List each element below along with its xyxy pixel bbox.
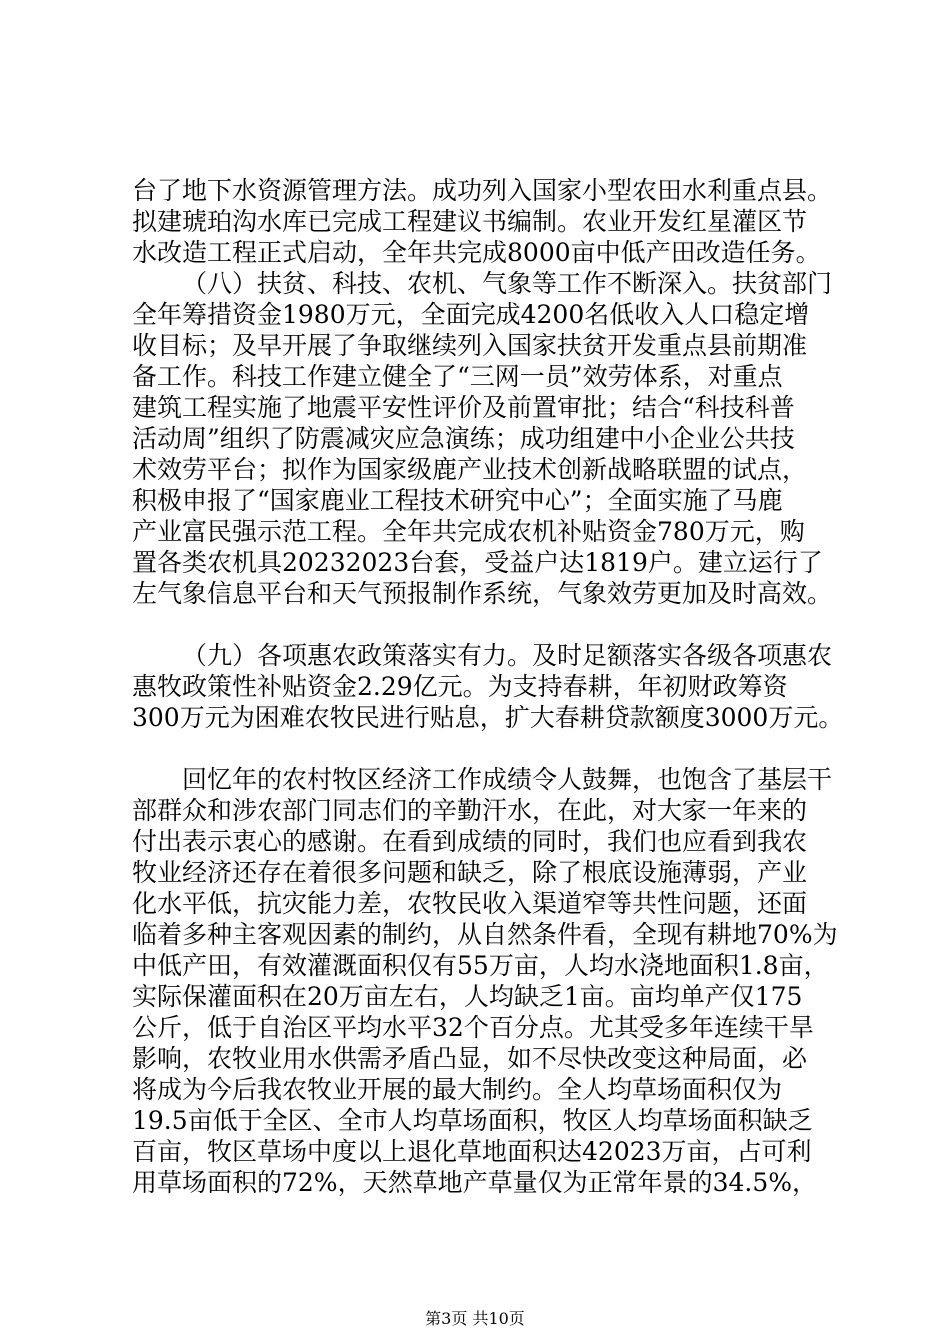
text-line: 产业富民强示范工程。全年共完成农机补贴资金780万元，购 — [132, 517, 805, 546]
text-line: （九）各项惠农政策落实有力。及时足额落实各级各项惠农 — [182, 641, 833, 670]
text-line: 实际保灌面积在20万亩左右，人均缺乏1亩。亩均单产仅175 — [132, 982, 803, 1011]
text-line: 部群众和涉农部门同志们的辛勤汗水，在此，对大家一年来的 — [132, 796, 808, 825]
text-line: 公斤，低于自治区平均水平32个百分点。尤其受多年连续干旱 — [132, 1013, 814, 1042]
text-line: 化水平低，抗灾能力差，农牧民收入渠道窄等共性问题，还面 — [132, 889, 808, 918]
paragraph-gap — [132, 609, 850, 640]
document-body — [132, 175, 850, 1198]
text-line: 置各类农机具20232023台套，受益户达1819户。建立运行了 — [132, 548, 823, 577]
text-line: 术效劳平台；拟作为国家级鹿产业技术创新战略联盟的试点， — [132, 455, 808, 484]
text-line: 300万元为困难农牧民进行贴息，扩大春耕贷款额度3000万元。 — [132, 703, 844, 732]
text-line: 百亩，牧区草场中度以上退化草地面积达42023万亩，占可利 — [132, 1137, 812, 1166]
text-line: 活动周”组织了防震减灾应急演练；成功组建中小企业公共技 — [132, 424, 795, 453]
text-line: 全年筹措资金1980万元，全面完成4200名低收入人口稳定增 — [132, 300, 810, 329]
paragraph-subsidy-policy — [132, 640, 850, 733]
text-line: 台了地下水资源管理方法。成功列入国家小型农田水利重点县。 — [132, 176, 833, 205]
text-line: 拟建琥珀沟水库已完成工程建议书编制。农业开发红星灌区节 — [132, 207, 808, 236]
text-line: 水改造工程正式启动，全年共完成8000亩中低产田改造任务。 — [132, 238, 821, 267]
paragraph-review-problems — [132, 764, 850, 1198]
text-line: 中低产田，有效灌溉面积仅有55万亩，人均水浇地面积1.8亩， — [132, 951, 829, 980]
text-line: 收目标；及早开展了争取继续列入国家扶贫开发重点县前期准 — [132, 331, 808, 360]
text-line: 回忆年的农村牧区经济工作成绩令人鼓舞，也饱含了基层干 — [182, 765, 833, 794]
paragraph-water-resources — [132, 175, 850, 268]
text-line: 建筑工程实施了地震平安性评价及前置审批；结合“科技科普 — [132, 393, 795, 422]
text-line: 惠牧政策性补贴资金2.29亿元。为支持春耕，年初财政筹资 — [132, 672, 788, 701]
page-footer: 第3页 共10页 — [425, 1309, 525, 1328]
text-line: 影响，农牧业用水供需矛盾凸显，如不尽快改变这种局面，必 — [132, 1044, 808, 1073]
text-line: 牧业经济还存在着很多问题和缺乏，除了根底设施薄弱，产业 — [132, 858, 808, 887]
paragraph-poverty-tech — [132, 268, 850, 609]
text-line: 积极申报了“国家鹿业工程技术研究中心”；全面实施了马鹿 — [132, 486, 783, 515]
text-line: （八）扶贫、科技、农机、气象等工作不断深入。扶贫部门 — [182, 269, 833, 298]
text-line: 左气象信息平台和天气预报制作系统，气象效劳更加及时高效。 — [132, 579, 833, 608]
paragraph-gap — [132, 733, 850, 764]
text-line: 用草场面积的72%，天然草地产草量仅为正常年景的34.5%， — [132, 1168, 817, 1197]
text-line: 19.5亩低于全区、全市人均草场面积，牧区人均草场面积缺乏 — [132, 1106, 813, 1135]
text-line: 将成为今后我农牧业开展的最大制约。全人均草场面积仅为 — [132, 1075, 783, 1104]
text-line: 付出表示衷心的感谢。在看到成绩的同时，我们也应看到我农 — [132, 827, 808, 856]
text-line: 备工作。科技工作建立健全了“三网一员”效劳体系，对重点 — [132, 362, 783, 391]
text-line: 临着多种主客观因素的制约，从自然条件看，全现有耕地70%为 — [132, 920, 838, 949]
